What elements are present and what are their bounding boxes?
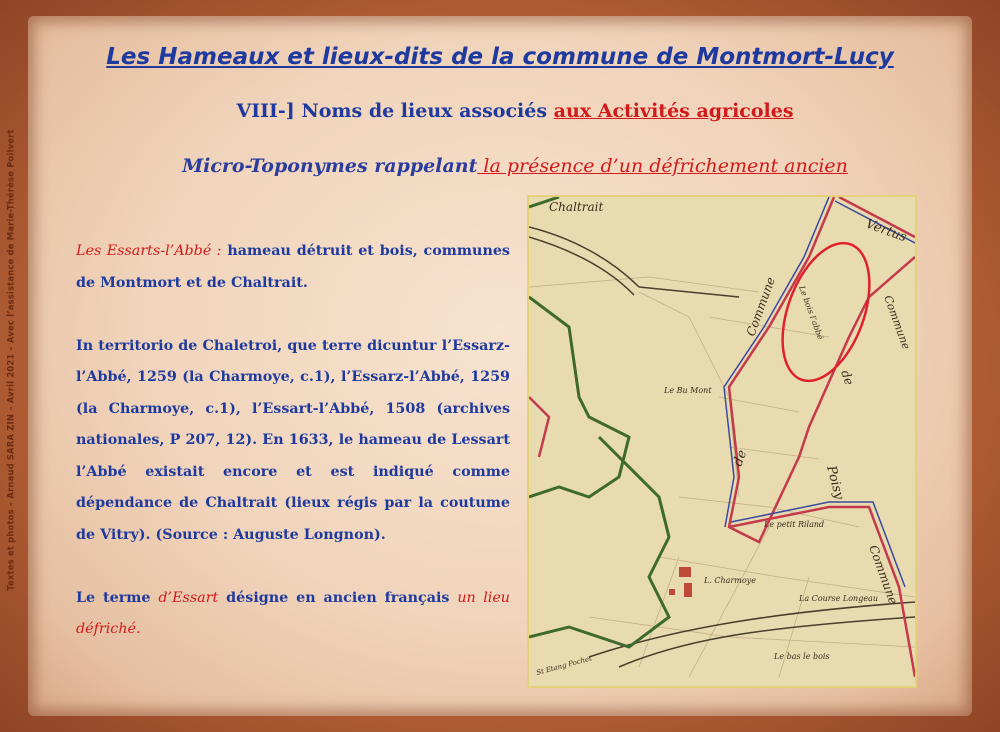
paragraph-3-text-2: désigne en ancien français bbox=[218, 589, 458, 606]
place-name: Les Essarts-l’Abbé : bbox=[76, 243, 222, 259]
map-label-poisy: Poisy bbox=[823, 464, 847, 502]
map-label-lessart: Le bois l’abbé bbox=[797, 284, 825, 341]
map-drawing bbox=[529, 197, 915, 686]
map-label-chaltrait: Chaltrait bbox=[549, 200, 604, 214]
map-label-courses: La Course Longeau bbox=[799, 594, 878, 603]
definition: un lieu défriché. bbox=[76, 589, 511, 637]
cadastral-map bbox=[527, 195, 917, 688]
page-title: Les Hameaux et lieux-dits de la commune de Montmort-Lucy bbox=[106, 44, 894, 70]
subsection-heading bbox=[0, 155, 1000, 177]
map-label-commune-2: Commune bbox=[881, 293, 913, 352]
map-label-vertus: Vertus bbox=[863, 216, 909, 246]
paragraph-2: In territorio de Chaletroi, que terre dicuntur l’Essarz-l’Abbé, 1259 (la Charmoye, c.1), l’Essarz-l’Abbé, 1259 (la Charmoye, c.1), l’Essart-l’Abbé, 1508 (archives nationales, P 207, 12). En 1633, le hameau de Lessart l’Abbé existait encore et est indiqué comme dépendance de Chaltrait (lieux régis par la coutume de Vitry). (Source : Auguste Longnon). bbox=[76, 337, 510, 543]
map-label-petit-riland: Le petit Riland bbox=[764, 520, 825, 529]
map-label-de-1: de bbox=[730, 448, 751, 469]
subsection-highlight: la présence d’un défrichement ancien bbox=[477, 155, 848, 177]
map-label-commune-1: Commune bbox=[743, 275, 778, 339]
map-label-de-2: de bbox=[838, 368, 857, 387]
section-prefix: VIII-] Noms de lieux associés bbox=[236, 100, 554, 122]
credit-vertical bbox=[2, 100, 20, 620]
credit-text: Textes et photos – Arnaud SARA ZIN – Avril 2021 – Avec l’assistance de Marie-Thérèse Poilvert bbox=[6, 129, 16, 591]
essart-term: d’Essart bbox=[158, 589, 219, 606]
subsection-prefix: Micro-Toponymes rappelant bbox=[182, 155, 478, 177]
paragraph-1 bbox=[76, 236, 510, 299]
section-heading bbox=[0, 100, 1000, 122]
map-label-etang: St Etang Pochet bbox=[535, 654, 593, 677]
main-text bbox=[76, 236, 510, 646]
paragraph-3-text: Le terme bbox=[76, 589, 159, 606]
section-highlight: aux Activités agricoles bbox=[553, 100, 794, 122]
map-label-bas-le-bois: Le bas le bois bbox=[774, 652, 830, 661]
map-label-commune-3: Commune bbox=[866, 543, 901, 607]
paragraph-1-text: hameau détruit et bois, communes de Montmort et de Chaltrait. bbox=[76, 243, 510, 291]
paragraph-3 bbox=[76, 583, 510, 646]
map-label-le-mont: Le Bu Mont bbox=[664, 386, 712, 395]
map-label-charmoye: L. Charmoye bbox=[704, 576, 756, 585]
